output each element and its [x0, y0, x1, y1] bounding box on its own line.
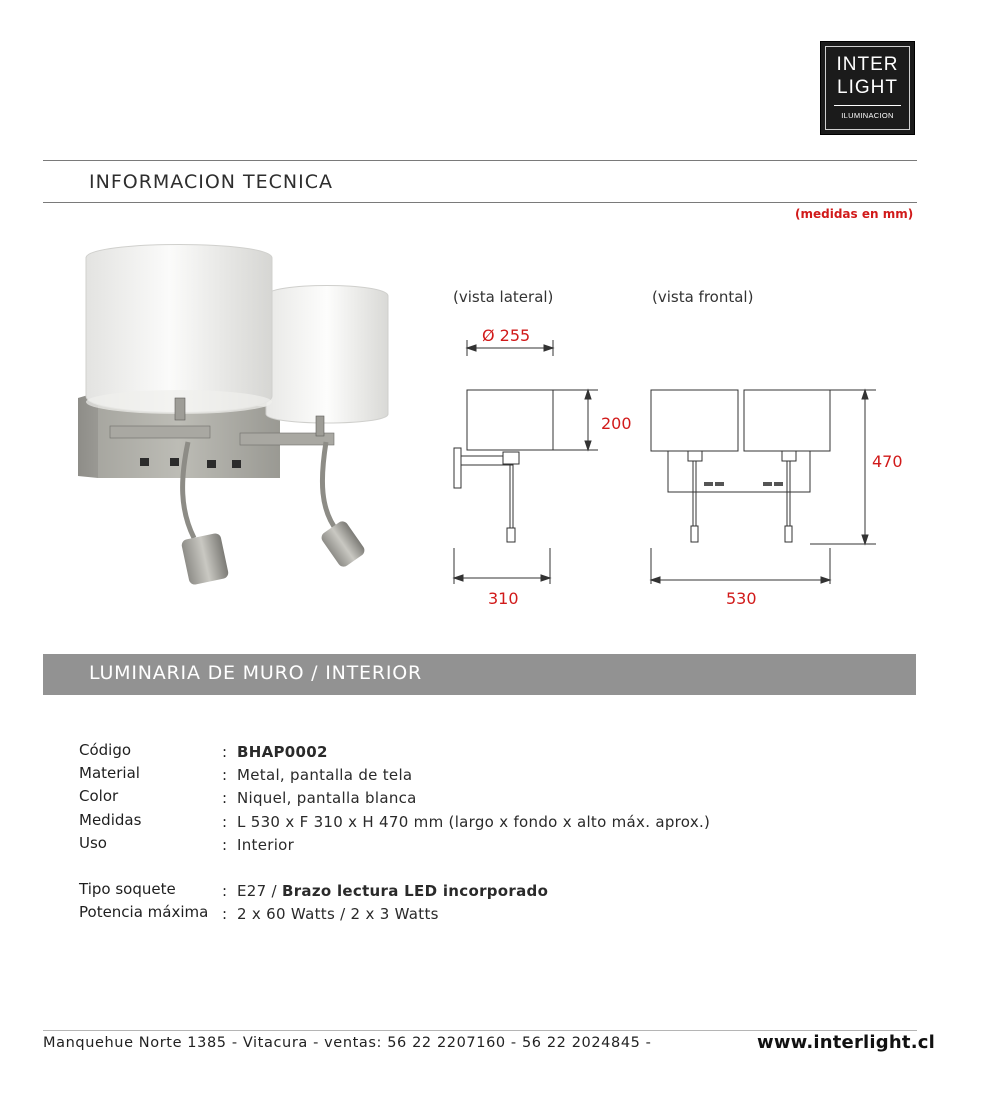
- front-view-shade-right: [744, 390, 830, 451]
- section-title: INFORMACION TECNICA: [89, 171, 333, 193]
- front-view-label: (vista frontal): [652, 288, 754, 306]
- spec-colon: :: [222, 789, 228, 807]
- category-title: LUMINARIA DE MURO / INTERIOR: [89, 662, 422, 684]
- brand-logo: [820, 41, 915, 135]
- spec-value-led-arm: Brazo lectura LED incorporado: [281, 882, 549, 900]
- logo-frame: [825, 46, 910, 130]
- spec-value-tipo-soquete: [237, 882, 548, 900]
- units-note: (medidas en mm): [795, 207, 914, 221]
- footer-website-link[interactable]: www.interlight.cl: [757, 1032, 935, 1053]
- dim-label-length: 530: [726, 589, 757, 608]
- shade-left: [86, 245, 272, 413]
- spec-colon: :: [222, 905, 228, 923]
- spec-label-tipo-soquete: Tipo soquete: [79, 880, 176, 898]
- spec-label-material: Material: [79, 764, 140, 782]
- header-top-rule: [43, 160, 917, 161]
- category-band: [43, 654, 916, 695]
- spec-colon: :: [222, 766, 228, 784]
- spec-value-socket: E27 /: [237, 882, 282, 900]
- technical-drawing: [440, 320, 920, 620]
- spec-colon: :: [222, 743, 228, 761]
- spec-value-color: Niquel, pantalla blanca: [237, 789, 417, 807]
- spec-value-uso: Interior: [237, 836, 295, 854]
- spec-value-potencia: 2 x 60 Watts / 2 x 3 Watts: [237, 905, 439, 923]
- footer-rule: [43, 1030, 917, 1031]
- logo-divider: [834, 105, 901, 106]
- spec-colon: :: [222, 836, 228, 854]
- side-view-label: (vista lateral): [453, 288, 554, 306]
- spec-value-medidas: L 530 x F 310 x H 470 mm (largo x fondo x alto máx. aprox.): [237, 813, 711, 831]
- spec-value-codigo: BHAP0002: [237, 743, 328, 761]
- dim-label-shade-height: 200: [601, 414, 632, 433]
- logo-text-inter: INTER: [836, 54, 899, 75]
- switch-icon: [232, 460, 241, 468]
- arm-left: [110, 426, 210, 438]
- led-head-left: [181, 532, 230, 585]
- spec-colon: :: [222, 882, 228, 900]
- product-photo: [70, 230, 400, 600]
- footer-address: Manquehue Norte 1385 - Vitacura - ventas: 56 22 2207160 - 56 22 2024845 -: [43, 1035, 652, 1051]
- dim-label-diameter: Ø 255: [482, 326, 531, 345]
- header-bottom-rule: [43, 202, 917, 203]
- spec-label-medidas: Medidas: [79, 811, 142, 829]
- side-view-wall-plate: [454, 448, 461, 488]
- front-view-shade-left: [651, 390, 738, 451]
- logo-text-light: LIGHT: [837, 77, 898, 98]
- spec-colon: :: [222, 813, 228, 831]
- spec-label-color: Color: [79, 787, 119, 805]
- spec-value-material: Metal, pantalla de tela: [237, 766, 413, 784]
- reading-arm-right: [322, 442, 338, 532]
- spec-label-codigo: Código: [79, 741, 132, 759]
- dim-label-depth: 310: [488, 589, 519, 608]
- switch-icon: [170, 458, 179, 466]
- switch-icon: [140, 458, 149, 466]
- side-view-shade: [467, 390, 553, 450]
- logo-text-iluminacion: ILUMINACION: [841, 111, 894, 120]
- spec-label-potencia: Potencia máxima: [79, 903, 209, 921]
- switch-icon: [207, 460, 216, 468]
- dim-label-total-height: 470: [872, 452, 903, 471]
- led-head-right: [319, 519, 367, 569]
- spec-label-uso: Uso: [79, 834, 107, 852]
- shade-right: [266, 286, 388, 424]
